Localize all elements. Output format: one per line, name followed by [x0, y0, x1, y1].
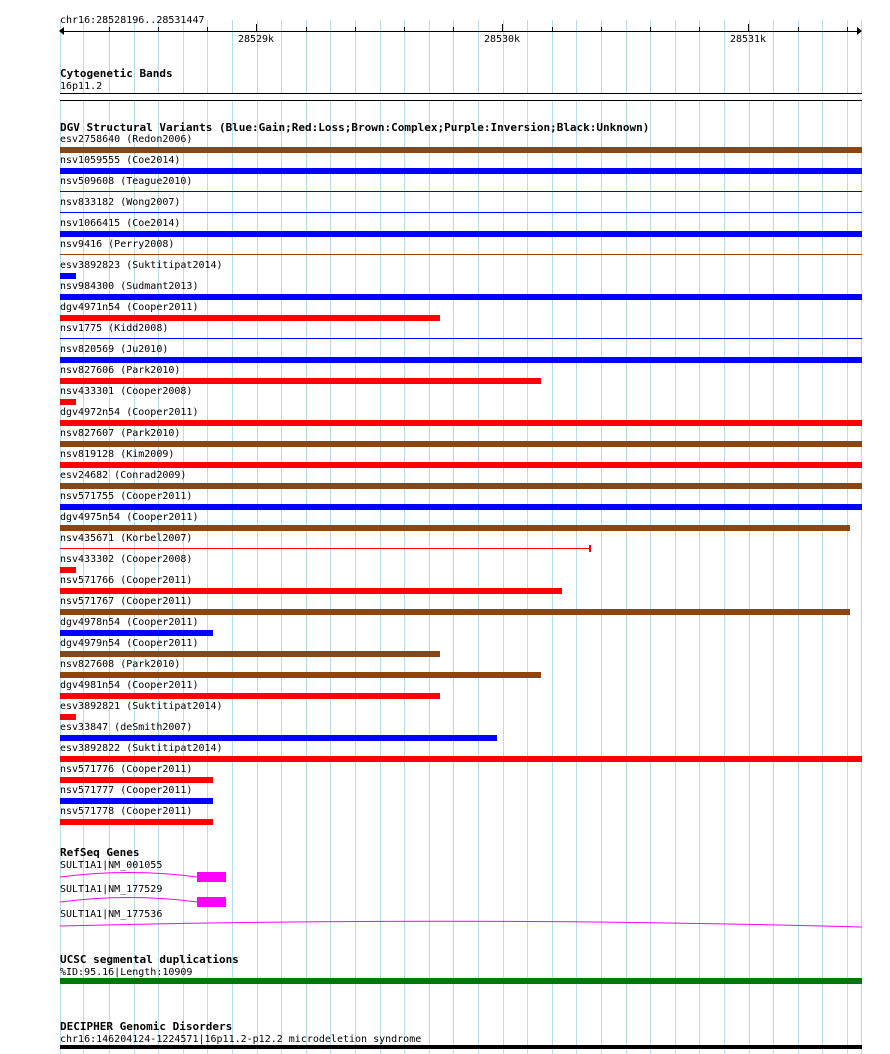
dgv-variant-bar[interactable] [60, 399, 76, 405]
cytoband-label: 16p11.2 [60, 81, 103, 92]
ruler-axis [60, 31, 861, 32]
dgv-variant-label[interactable]: nsv509608 (Teague2010) [60, 176, 193, 187]
refseq-gene-models[interactable] [0, 860, 890, 935]
ruler-tick-major [748, 24, 749, 31]
dgv-variant-label[interactable]: nsv1066415 (Coe2014) [60, 218, 181, 229]
decipher-label: chr16:146204124-1224571|16p11.2-p12.2 microdeletion syndrome [60, 1034, 422, 1045]
dgv-variant-label[interactable]: nsv820569 (Ju2010) [60, 344, 169, 355]
dgv-variant-bar[interactable] [60, 609, 850, 615]
cytoband-bar[interactable] [60, 93, 862, 101]
dgv-variant-label[interactable]: nsv435671 (Korbel2007) [60, 533, 193, 544]
dgv-variant-bar[interactable] [60, 273, 76, 279]
ruler-right-arrow-icon[interactable] [857, 27, 862, 35]
dgv-variant-bar[interactable] [60, 651, 440, 657]
dgv-variant-label[interactable]: esv24682 (Conrad2009) [60, 470, 187, 481]
ruler-tick-major [502, 24, 503, 31]
dgv-variant-bar[interactable] [60, 483, 862, 489]
dgv-variant-label[interactable]: esv3892823 (Suktitipat2014) [60, 260, 223, 271]
dgv-variant-label[interactable]: nsv571755 (Cooper2011) [60, 491, 193, 502]
dgv-variant-label[interactable]: nsv827606 (Park2010) [60, 365, 181, 376]
dgv-variant-label[interactable]: esv33847 (deSmith2007) [60, 722, 193, 733]
track-title-dgv[interactable]: DGV Structural Variants (Blue:Gain;Red:Loss;Brown:Complex;Purple:Inversion;Black:Unknown) [60, 121, 650, 134]
gene-intron [60, 873, 197, 878]
dgv-variant-bar[interactable] [60, 504, 862, 510]
dgv-variant-bar[interactable] [60, 735, 497, 741]
dgv-variant-label[interactable]: nsv819128 (Kim2009) [60, 449, 175, 460]
dgv-variant-bar[interactable] [60, 294, 862, 300]
ruler-tick-minor [158, 27, 159, 31]
ruler-tick-minor [355, 27, 356, 31]
dgv-variant-bar[interactable] [60, 693, 440, 699]
dgv-variant-label[interactable]: dgv4972n54 (Cooper2011) [60, 407, 199, 418]
ruler-tick-minor [650, 27, 651, 31]
dgv-variant-bar[interactable] [60, 714, 76, 720]
gene-intron [60, 898, 197, 903]
dgv-variant-label[interactable]: nsv827607 (Park2010) [60, 428, 181, 439]
dgv-variant-label[interactable]: nsv9416 (Perry2008) [60, 239, 175, 250]
dgv-variant-label[interactable]: nsv984300 (Sudmant2013) [60, 281, 199, 292]
track-title-decipher[interactable]: DECIPHER Genomic Disorders [60, 1020, 233, 1033]
ruler-tick-minor [109, 27, 110, 31]
dgv-variant-label[interactable]: nsv1775 (Kidd2008) [60, 323, 169, 334]
dgv-variant-bar[interactable] [60, 798, 213, 804]
dgv-variant-bar[interactable] [60, 420, 862, 426]
dgv-variant-bar[interactable] [60, 525, 850, 531]
dgv-variant-label[interactable]: nsv571766 (Cooper2011) [60, 575, 193, 586]
dgv-variant-label[interactable]: nsv571777 (Cooper2011) [60, 785, 193, 796]
dgv-variant-label[interactable]: dgv4981n54 (Cooper2011) [60, 680, 199, 691]
segdup-bar[interactable] [60, 978, 862, 984]
ruler-tick-minor [847, 27, 848, 31]
track-title-cytoband[interactable]: Cytogenetic Bands [60, 67, 173, 80]
dgv-variant-endcap [589, 545, 591, 552]
dgv-variant-bar[interactable] [60, 147, 862, 153]
dgv-variant-bar[interactable] [60, 338, 862, 339]
dgv-variant-bar[interactable] [60, 548, 590, 549]
dgv-variant-bar[interactable] [60, 441, 862, 447]
dgv-variant-label[interactable]: dgv4978n54 (Cooper2011) [60, 617, 199, 628]
ruler-tick-minor [453, 27, 454, 31]
dgv-variant-label[interactable]: dgv4979n54 (Cooper2011) [60, 638, 199, 649]
dgv-variant-bar[interactable] [60, 254, 862, 255]
dgv-variant-label[interactable]: nsv827608 (Park2010) [60, 659, 181, 670]
dgv-variant-label[interactable]: esv2758640 (Redon2006) [60, 134, 193, 145]
dgv-variant-bar[interactable] [60, 212, 862, 213]
dgv-variant-label[interactable]: nsv571776 (Cooper2011) [60, 764, 193, 775]
dgv-variant-label[interactable]: nsv833182 (Wong2007) [60, 197, 181, 208]
ruler-tick-minor [699, 27, 700, 31]
gene-intron [60, 921, 862, 927]
ruler-tick-minor [207, 27, 208, 31]
gene-label[interactable]: SULT1A1|NM_177536 [60, 909, 163, 920]
ruler-tick-minor [306, 27, 307, 31]
dgv-variant-label[interactable]: nsv433301 (Cooper2008) [60, 386, 193, 397]
dgv-variant-bar[interactable] [60, 567, 76, 573]
dgv-variant-label[interactable]: nsv433302 (Cooper2008) [60, 554, 193, 565]
dgv-variant-bar[interactable] [60, 378, 541, 384]
segdup-label: %ID:95.16|Length:10909 [60, 967, 193, 978]
dgv-variant-bar[interactable] [60, 357, 862, 363]
dgv-variant-label[interactable]: dgv4975n54 (Cooper2011) [60, 512, 199, 523]
ruler-position: chr16:28528196..28531447 [60, 15, 205, 26]
ruler-tick-major [256, 24, 257, 31]
ruler-tick-minor [601, 27, 602, 31]
dgv-variant-label[interactable]: nsv571767 (Cooper2011) [60, 596, 193, 607]
dgv-variant-label[interactable]: nsv571778 (Cooper2011) [60, 806, 193, 817]
dgv-variant-bar[interactable] [60, 672, 541, 678]
dgv-variant-bar[interactable] [60, 462, 862, 468]
dgv-variant-label[interactable]: dgv4971n54 (Cooper2011) [60, 302, 199, 313]
dgv-variant-bar[interactable] [60, 756, 862, 762]
gene-exon [197, 897, 226, 907]
dgv-variant-bar[interactable] [60, 630, 213, 636]
decipher-bar[interactable] [60, 1045, 862, 1049]
ruler-tick-label: 28529k [237, 34, 275, 45]
ruler-tick-minor [798, 27, 799, 31]
gene-label[interactable]: SULT1A1|NM_177529 [60, 884, 163, 895]
track-title-segdup[interactable]: UCSC segmental duplications [60, 953, 239, 966]
gene-label[interactable]: SULT1A1|NM_001055 [60, 860, 163, 871]
ruler-tick-minor [404, 27, 405, 31]
dgv-variant-bar[interactable] [60, 231, 862, 237]
track-title-refseq[interactable]: RefSeq Genes [60, 846, 140, 859]
dgv-variant-bar[interactable] [60, 191, 862, 192]
ruler-tick-label: 28530k [483, 34, 521, 45]
dgv-variant-label[interactable]: nsv1059555 (Coe2014) [60, 155, 181, 166]
dgv-variant-bar[interactable] [60, 777, 213, 783]
ruler-left-arrow-icon[interactable] [59, 27, 64, 35]
dgv-variant-bar[interactable] [60, 819, 213, 825]
ruler-tick-minor [552, 27, 553, 31]
gene-exon [197, 872, 226, 882]
dgv-variant-bar[interactable] [60, 315, 440, 321]
dgv-variant-label[interactable]: esv3892821 (Suktitipat2014) [60, 701, 223, 712]
dgv-variant-bar[interactable] [60, 588, 562, 594]
ruler-tick-label: 28531k [729, 34, 767, 45]
dgv-variant-bar[interactable] [60, 168, 862, 174]
dgv-variant-label[interactable]: esv3892822 (Suktitipat2014) [60, 743, 223, 754]
